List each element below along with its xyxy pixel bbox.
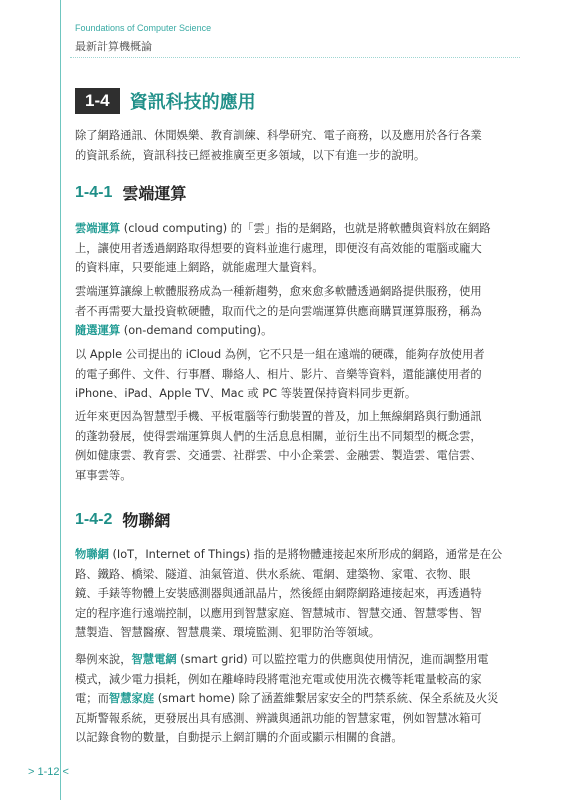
page-number: > 1-12 < (28, 766, 69, 778)
text-line: 模式，減少電力損耗，例如在離峰時段將電池充電或使用洗衣機等耗電量較高的家 (75, 672, 482, 686)
highlight-term: 智慧電網 (131, 653, 177, 666)
text-line: iPhone、iPad、Apple TV、Mac 或 PC 等裝置保持資料同步更新。 (75, 387, 417, 400)
margin-rule (60, 0, 61, 800)
highlight-term: 物聯網 (75, 548, 109, 561)
text-line: 的電子郵件、文件、行事曆、聯絡人、相片、影片、音樂等資料，還能讓使用者的 (75, 367, 482, 381)
text-line: 以 Apple 公司提出的 iCloud 為例，它不只是一組在遠端的硬碟，能夠存放使用者 (75, 348, 485, 361)
text-line: 的資料庫，只要能連上網路，就能處理大量資料。 (75, 261, 324, 274)
text-line: 路、鐵路、橋梁、隧道、油氣管道、供水系統、電網、建築物、家電、衣物、眼 (75, 567, 471, 581)
subsection-title: 物聯網 (122, 511, 171, 530)
text-line: 的資訊系統，資訊科技已經被推廣至更多領域，以下有進一步的說明。 (75, 148, 426, 162)
book-title: 最新計算機概論 (75, 40, 152, 53)
text-line: 的蓬勃發展，使得雲端運算與人們的生活息息相關，並衍生出不同類型的概念雲， (75, 429, 482, 443)
text-line: 例如健康雲、教育雲、交通雲、社群雲、中小企業雲、金融雲、製造雲、電信雲、 (75, 449, 482, 462)
paragraph-cloud-intro (75, 219, 515, 278)
text-line: 鏡、手錶等物體上安裝感測器與通訊晶片，然後經由網際網路連接起來，再透過特 (75, 587, 482, 600)
section-heading (75, 88, 256, 114)
subsection-title: 雲端運算 (122, 184, 187, 203)
subsection-heading-1 (75, 181, 186, 204)
text-line: 物聯網 (IoT，Internet of Things) 指的是將物體連接起來所形成的網路，通常是在公 (75, 548, 503, 561)
highlight-term: 隨選運算 (75, 324, 121, 337)
text-line: 上，讓使用者透過網路取得想要的資料並進行處理，即便沒有高效能的電腦或龐大 (75, 241, 482, 255)
paragraph-cloud-trend (75, 282, 515, 341)
text-line: 雲端運算讓線上軟體服務成為一種新趨勢，愈來愈多軟體透過網路提供服務，使用 (75, 285, 482, 298)
text-line: 舉例來說，智慧電網 (smart grid) 可以監控電力的供應與使用情況，進而調整用電 (75, 653, 489, 666)
text-line: 雲端運算 (cloud computing) 的「雲」指的是網路，也就是將軟體與資料放在網路 (75, 222, 491, 235)
highlight-term: 智慧家庭 (108, 692, 155, 705)
text-line: 軍事雲等。 (75, 468, 132, 482)
text-line: 瓦斯警報系統，更發展出具有感測、辨識與通訊功能的智慧家電，例如智慧冰箱可 (75, 711, 482, 725)
text-line: 電；而智慧家庭 (smart home) 除了涵蓋維繫居家安全的門禁系統、保全系統及火災 (75, 692, 499, 705)
subsection-heading-2 (75, 508, 170, 531)
text-line: 近年來更因為智慧型手機、平板電腦等行動裝置的普及，加上無線網路與行動通訊 (75, 410, 482, 423)
section-intro (75, 126, 515, 165)
text-line: 慧製造、智慧醫療、智慧農業、環境監測、犯罪防治等領域。 (75, 626, 381, 639)
paragraph-iot (75, 545, 515, 643)
series-title: Foundations of Computer Science (75, 23, 212, 33)
highlight-term: 雲端運算 (75, 222, 121, 235)
subsection-number: 1-4-1 (75, 183, 113, 201)
section-title: 資訊科技的應用 (129, 92, 256, 113)
text-line: 隨選運算 (on-demand computing)。 (75, 324, 273, 337)
text-line: 者不再需要大量投資軟硬體，取而代之的是向雲端運算供應商購買運算服務，稱為 (75, 304, 482, 318)
subsection-number: 1-4-2 (75, 510, 113, 528)
text-line: 定的程序進行遠端控制，以應用到智慧家庭、智慧城市、智慧交通、智慧零售、智 (75, 606, 482, 620)
text-line: 以記錄食物的數量，自動提示上網訂購的介面或顯示相關的食譜。 (75, 731, 403, 744)
paragraph-mobile-cloud (75, 407, 515, 485)
paragraph-smart-examples (75, 650, 515, 748)
header-divider (70, 57, 520, 58)
paragraph-icloud (75, 345, 515, 404)
text-line: 除了網路通訊、休閒娛樂、教育訓練、科學研究、電子商務，以及應用於各行各業 (75, 129, 482, 142)
section-number: 1-4 (75, 88, 120, 114)
